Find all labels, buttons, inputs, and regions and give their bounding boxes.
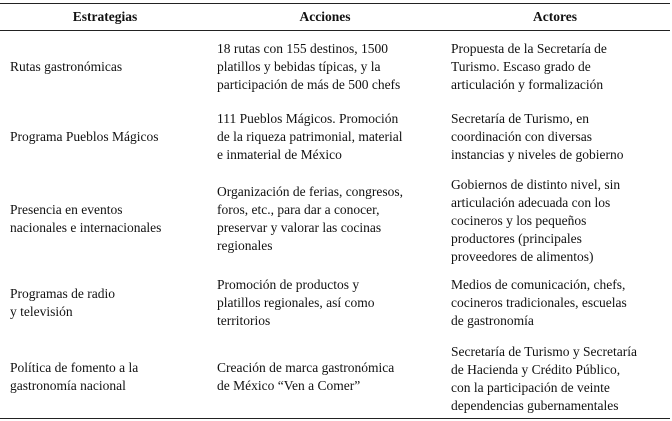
cell-line: nacionales e internacionales: [10, 220, 162, 235]
cell-line: foros, etc., para dar a conocer,: [217, 202, 380, 217]
cell-line: de la riqueza patrimonial, material: [217, 129, 403, 144]
cell-line: proveedores de alimentos): [451, 249, 594, 264]
cell-line: dependencias gubernamentales: [451, 398, 619, 413]
cell-line: gastronomía nacional: [10, 378, 126, 393]
cell-line: Medios de comunicación, chefs,: [451, 277, 626, 292]
cell-estrategia: [10, 58, 210, 76]
cell-line: Rutas gastronómicas: [10, 59, 123, 74]
header-acciones: Acciones: [299, 9, 351, 24]
cell-line: Programa Pueblos Mágicos: [10, 129, 159, 144]
cell-line: Organización de ferias, congresos,: [217, 184, 404, 199]
cell-acciones: [217, 40, 442, 94]
cell-acciones: [217, 359, 442, 395]
cell-line: de gastronomía: [451, 313, 534, 328]
cell-line: articulación adecuada con los: [451, 195, 611, 210]
cell-acciones: [217, 183, 442, 255]
cell-line: instancias y niveles de gobierno: [451, 147, 624, 162]
cell-actores: [451, 176, 670, 266]
cell-line: Turismo. Escaso grado de: [451, 59, 591, 74]
cell-line: productores (principales: [451, 231, 582, 246]
cell-line: Presencia en eventos: [10, 202, 123, 217]
cell-line: Promoción de productos y: [217, 277, 360, 292]
cell-line: 111 Pueblos Mágicos. Promoción: [217, 111, 399, 126]
cell-line: Secretaría de Turismo, en: [451, 111, 589, 126]
cell-line: platillos regionales, así como: [217, 295, 375, 310]
cell-acciones: [217, 110, 442, 164]
cell-line: cocineros tradicionales, escuelas: [451, 295, 627, 310]
header-rule: [0, 30, 670, 31]
cell-acciones: [217, 276, 442, 330]
cell-line: platillos y bebidas típicas, y la: [217, 59, 381, 74]
cell-line: de México “Ven a Comer”: [217, 378, 361, 393]
cell-line: 18 rutas con 155 destinos, 1500: [217, 41, 388, 56]
cell-actores: [451, 110, 670, 164]
cell-line: regionales: [217, 238, 273, 253]
cell-line: Secretaría de Turismo y Secretaría: [451, 344, 637, 359]
cell-line: cocineros y los pequeños: [451, 213, 587, 228]
cell-line: Programas de radio: [10, 286, 115, 301]
table-top-rule: [0, 3, 670, 4]
cell-line: e inmaterial de México: [217, 147, 342, 162]
cell-estrategia: [10, 285, 210, 321]
cell-line: con la participación de veinte: [451, 380, 610, 395]
cell-line: coordinación con diversas: [451, 129, 592, 144]
header-estrategias: Estrategias: [72, 9, 138, 24]
cell-actores: [451, 343, 670, 415]
cell-estrategia: [10, 359, 210, 395]
header-actores: Actores: [533, 9, 577, 24]
cell-line: preservar y valorar las cocinas: [217, 220, 382, 235]
cell-actores: [451, 276, 670, 330]
cell-line: y televisión: [10, 304, 73, 319]
cell-line: articulación y formalización: [451, 77, 604, 92]
cell-line: de Hacienda y Crédito Público,: [451, 362, 621, 377]
cell-line: participación de más de 500 chefs: [217, 77, 401, 92]
cell-line: Gobiernos de distinto nivel, sin: [451, 177, 621, 192]
cell-actores: [451, 40, 670, 94]
cell-line: territorios: [217, 313, 271, 328]
cell-estrategia: [10, 128, 210, 146]
cell-line: Propuesta de la Secretaría de: [451, 41, 607, 56]
cell-line: Creación de marca gastronómica: [217, 360, 395, 375]
cell-estrategia: [10, 201, 210, 237]
table-bottom-rule: [0, 418, 670, 419]
cell-line: Política de fomento a la: [10, 360, 139, 375]
